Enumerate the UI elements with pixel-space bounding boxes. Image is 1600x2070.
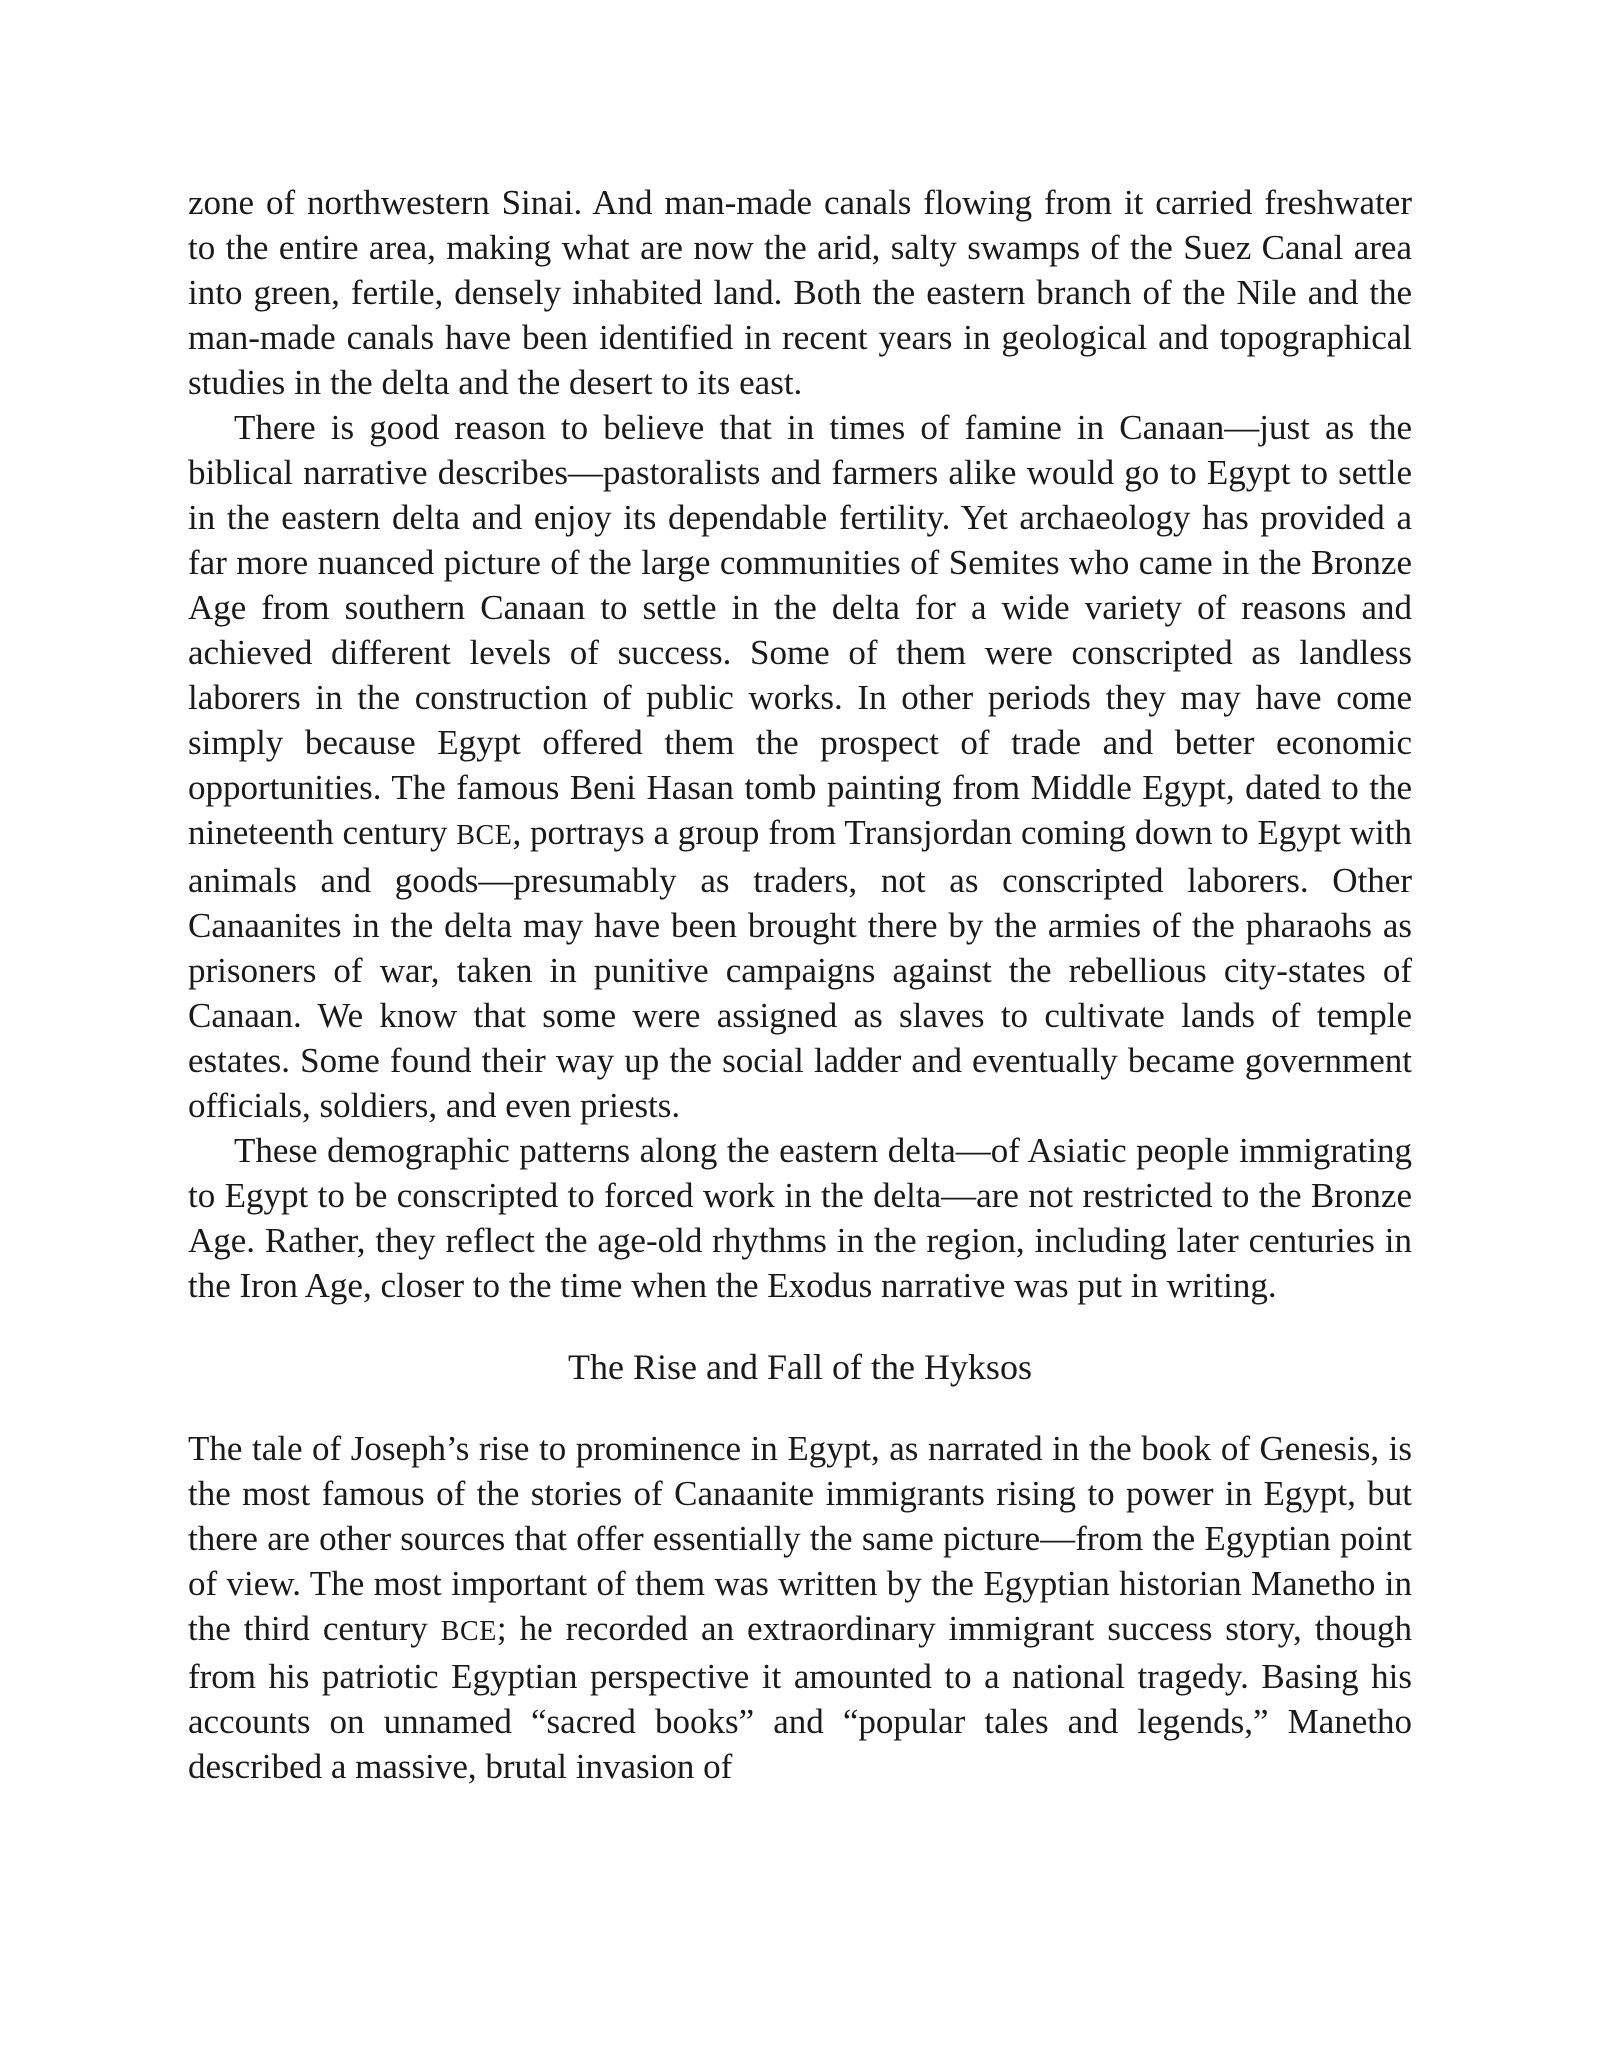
body-paragraph-2 — [188, 405, 1412, 1128]
section-paragraph-text-part-2: ; he recorded an extraordinary immigrant success story, though from his patriotic Egyptian perspective it amounted to a national tragedy. Basing his accounts on unnamed “sacred books” and “popular tales and legends,” Manetho described a massive, brutal invasion of — [188, 1609, 1412, 1786]
body-paragraph-3: These demographic patterns along the eastern delta—of Asiatic people immigrating to Egypt to be conscripted to forced work in the delta—are not restricted to the Bronze Age. Rather, they reflect the age-old rhythms in the region, including later centuries in the Iron Age, closer to the time when the Exodus narrative was put in writing. — [188, 1131, 1412, 1305]
section-paragraph-text-part-1: The tale of Joseph’s rise to prominence in Egypt, as narrated in the book of Genesis, is the most famous of the stories of Canaanite immigrants rising to power in Egypt, but there are other sources that offer essentially the same picture—from the Egyptian point of view. The most important of them was written by the Egyptian historian Manetho in the third century — [188, 1429, 1412, 1648]
era-abbreviation: BCE — [456, 820, 513, 851]
era-abbreviation: BCE — [440, 1616, 497, 1647]
section-paragraph-1 — [188, 1426, 1412, 1789]
document-page — [188, 180, 1412, 1789]
section-heading: The Rise and Fall of the Hyksos — [568, 1347, 1032, 1387]
paragraph-2-text-part-1: There is good reason to believe that in times of famine in Canaan—just as the biblical narrative describes—pastoralists and farmers alike would go to Egypt to settle in the eastern delta and enjoy its dependable fertility. Yet archaeology has provided a far more nuanced picture of the large communities of Semites who came in the Bronze Age from southern Canaan to settle in the delta for a wide variety of reasons and achieved different levels of success. Some of them were conscripted as landless laborers in the construction of public works. In other periods they may have come simply because Egypt offered them the prospect of trade and better economic opportunities. The famous Beni Hasan tomb painting from Middle Egypt, dated to the nineteenth century — [188, 408, 1412, 852]
paragraph-2-text-part-2: , portrays a group from Transjordan coming down to Egypt with animals and goods—presumably as traders, not as conscripted laborers. Other Canaanites in the delta may have been brought there by the armies of the pharaohs as prisoners of war, taken in punitive campaigns against the rebellious city-states of Canaan. We know that some were assigned as slaves to cultivate lands of temple estates. Some found their way up the social ladder and eventually became government officials, soldiers, and even priests. — [188, 813, 1412, 1125]
body-paragraph-1: zone of northwestern Sinai. And man-made canals flowing from it carried freshwater to the entire area, making what are now the arid, salty swamps of the Suez Canal area into green, fertile, densely inhabited land. Both the eastern branch of the Nile and the man-made canals have been identified in recent years in geological and topographical studies in the delta and the desert to its east. — [188, 183, 1412, 402]
